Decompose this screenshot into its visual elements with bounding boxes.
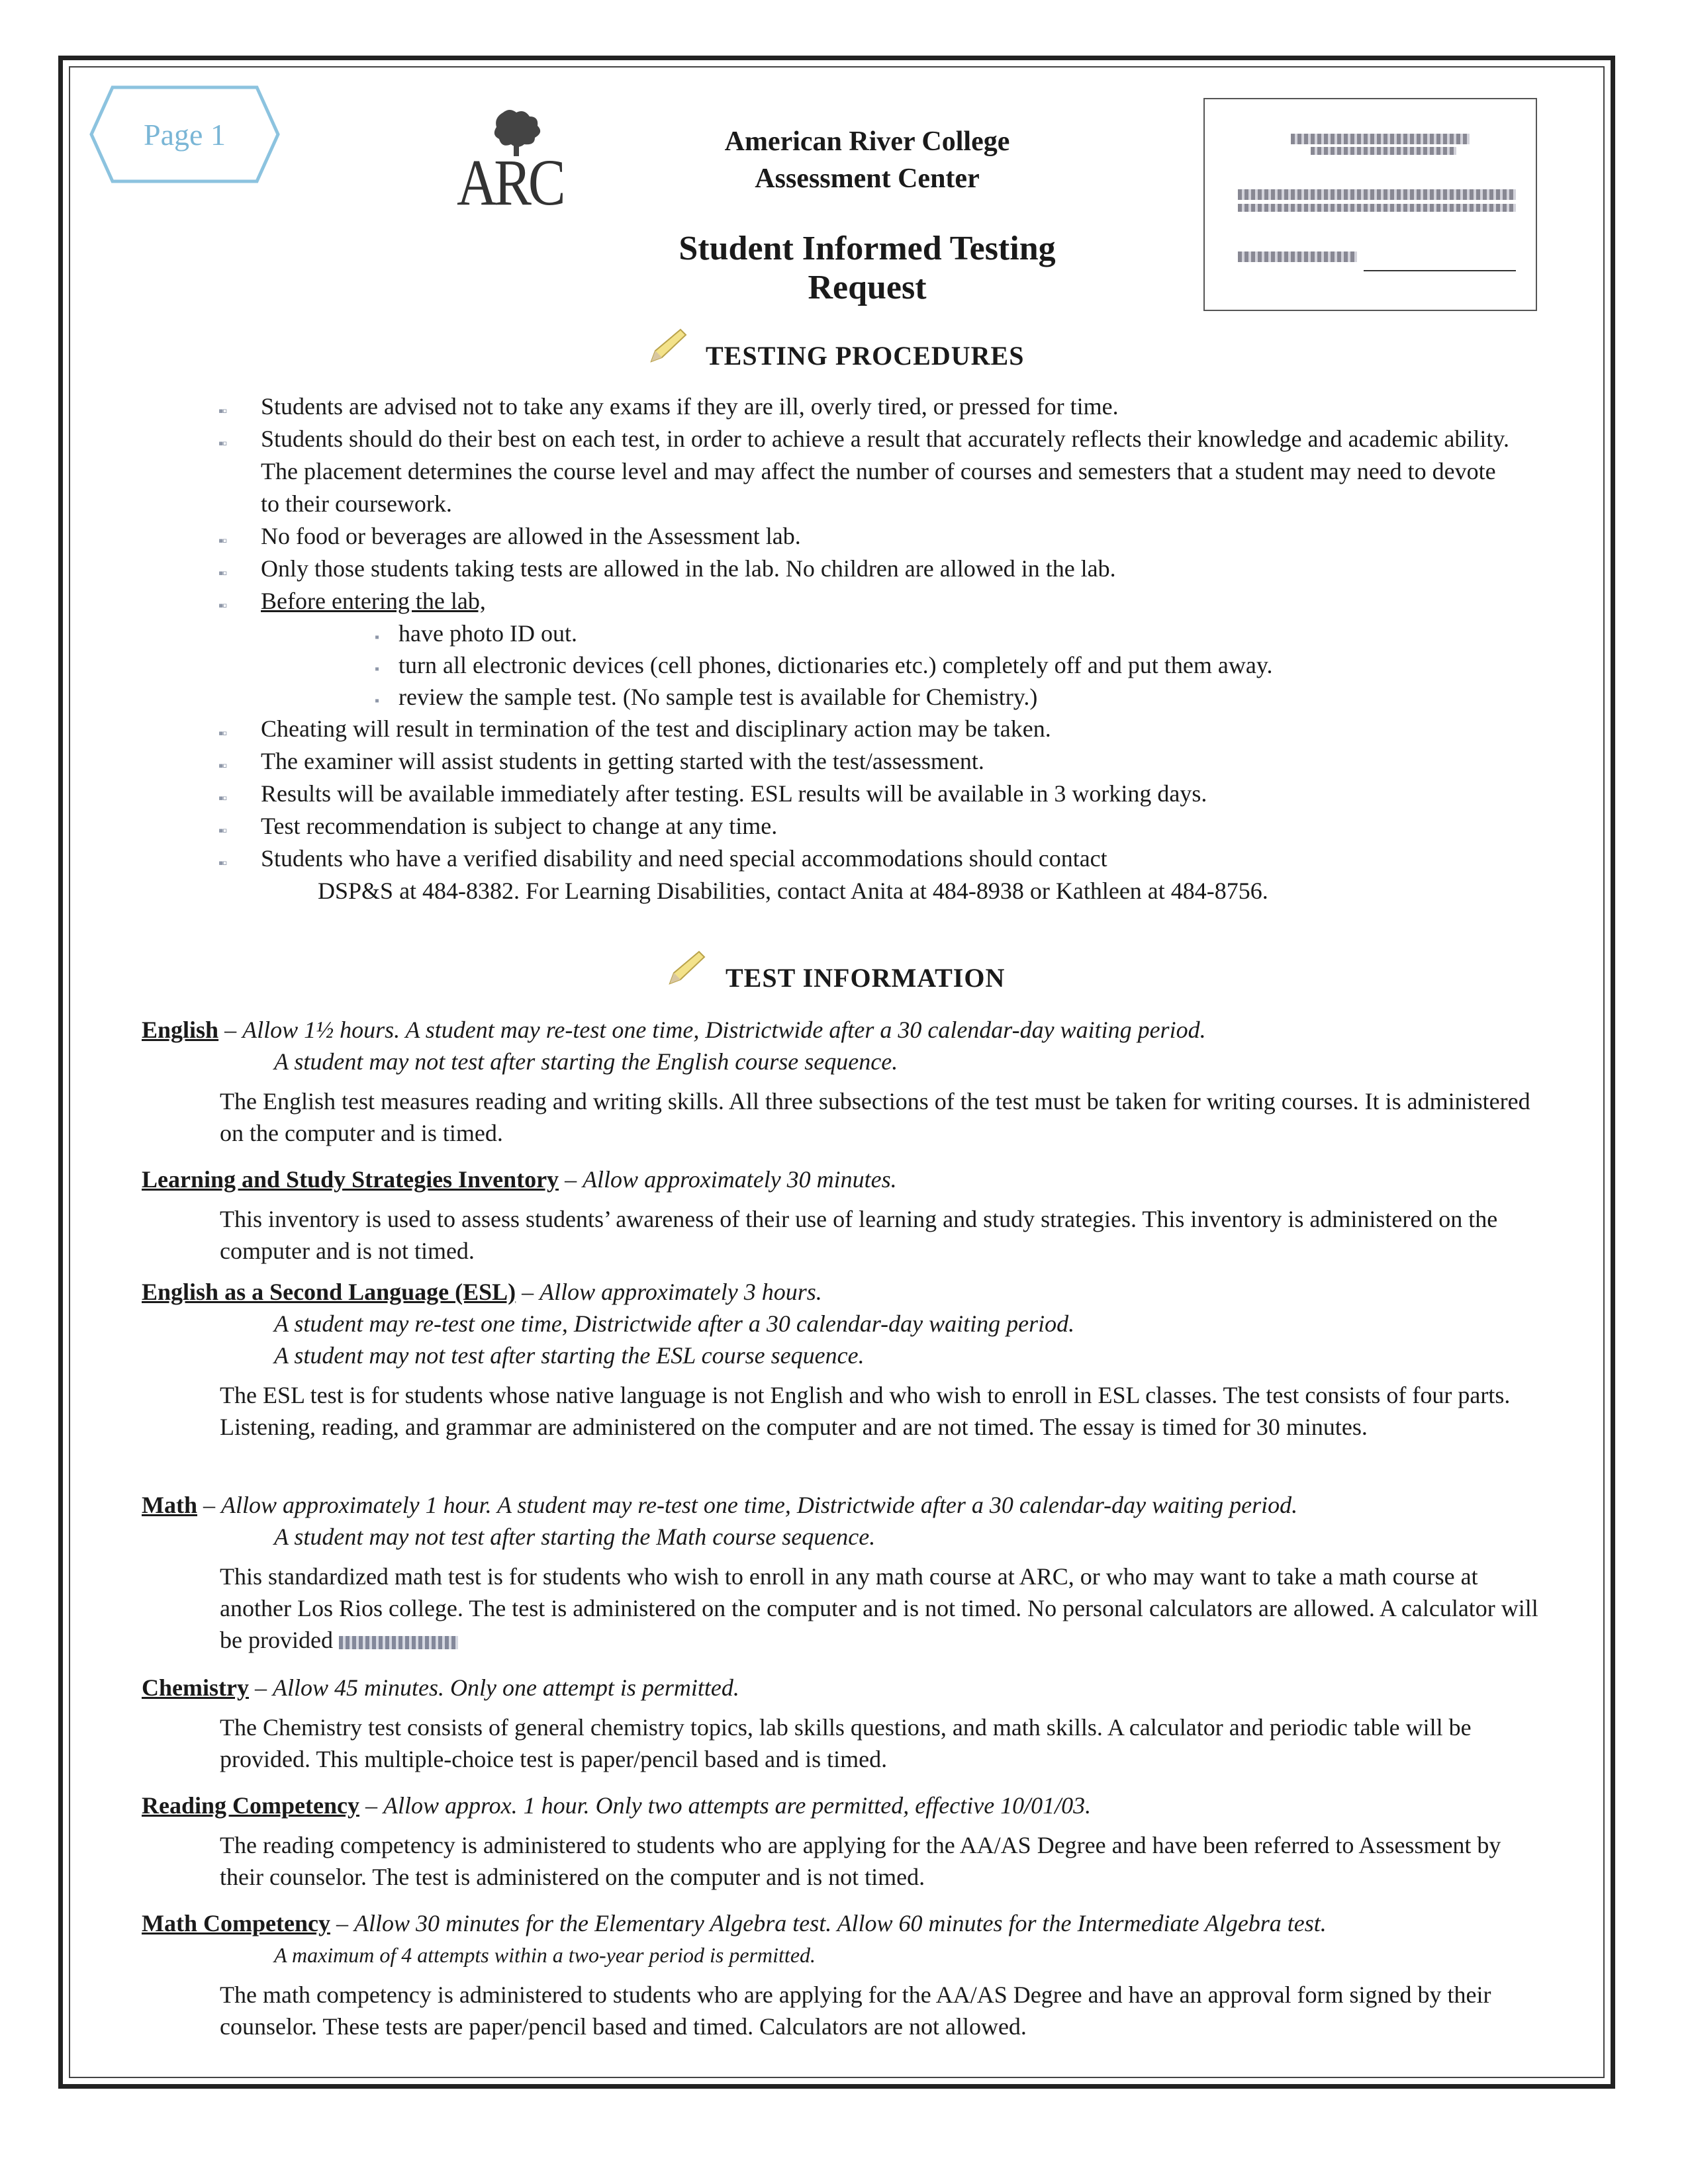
sub-list-item: ▪ turn all electronic devices (cell phones, dictionaries etc.) completely off and put them away. bbox=[218, 649, 1516, 681]
stamp-illegible-text bbox=[1238, 204, 1516, 212]
test-note: A student may not test after starting the English course sequence. bbox=[274, 1048, 898, 1075]
stamp-signature-line bbox=[1364, 270, 1516, 271]
page-title: Student Informed Testing Request bbox=[679, 230, 1056, 306]
sub-bullet-icon: ▪ bbox=[375, 694, 380, 708]
test-description: The English test measures reading and writing skills. All three subsections of the test must be taken for writing courses. It is administered on the computer and is timed. bbox=[220, 1088, 1530, 1146]
center-name: Assessment Center bbox=[755, 163, 980, 194]
test-math: Math – Allow approximately 1 hour. A student may re-test one time, Districtwide after a 30 calendar-day waiting period. A student may not test after starting the Math course sequence. This standardized math test is for students who wish to enroll in any math course at ARC, or who may want to take a math course at another Los Rios college. The test is administered on the computer and is not timed. No personal calculators are allowed. A calculator will be provided bbox=[142, 1489, 1545, 1656]
test-math-competency: Math Competency – Allow 30 minutes for the Elementary Algebra test. Allow 60 minutes for the Intermediate Algebra test. A maximum of 4 attempts within a two-year period is permitted. The math competency is administered to students who are applying for the AA/AS Degree and have an approval form signed by their counselor. These tests are paper/pencil based and timed. Calculators are not allowed. bbox=[142, 1907, 1545, 2042]
bullet-icon: ▪▫ bbox=[218, 822, 226, 839]
test-allowance: Allow approximately 1 hour. A student may re-test one time, Districtwide after a 30 calendar-day waiting period. bbox=[221, 1492, 1298, 1518]
test-description: The math competency is administered to students who are applying for the AA/AS Degree and have an approval form signed by their counselor. These tests are paper/pencil based and timed. Calculators are not allowed. bbox=[220, 1981, 1491, 2040]
test-description: The ESL test is for students whose native language is not English and who wish to enroll in ESL classes. The test consists of four parts. Listening, reading, and grammar are administered on the computer and are not timed. The essay is timed for 30 minutes. bbox=[220, 1382, 1511, 1440]
sub-bullet-icon: ▪ bbox=[375, 662, 380, 676]
college-name: American River College bbox=[724, 126, 1010, 157]
list-item: ▪▫ Students who have a verified disability and need special accommodations should contact bbox=[218, 842, 1516, 875]
test-name: Math bbox=[142, 1492, 197, 1518]
test-chemistry: Chemistry – Allow 45 minutes. Only one attempt is permitted. The Chemistry test consists of general chemistry topics, lab skills questions, and math skills. A calculator and periodic table will be provided. This multiple-choice test is paper/pencil based and is timed. bbox=[142, 1672, 1545, 1775]
test-allowance: Allow approximately 30 minutes. bbox=[583, 1166, 897, 1193]
stamp-illegible-text bbox=[1238, 189, 1516, 200]
illegible-text bbox=[339, 1636, 458, 1649]
sub-bullet-icon: ▪ bbox=[375, 630, 380, 645]
bullet-icon: ▪▫ bbox=[218, 757, 226, 774]
test-note: A student may re-test one time, Districtwide after a 30 calendar-day waiting period. bbox=[274, 1310, 1075, 1337]
bullet-icon: ▪▫ bbox=[218, 435, 226, 451]
test-note: A student may not test after starting the ESL course sequence. bbox=[274, 1342, 865, 1369]
sub-list-item: ▪ have photo ID out. bbox=[218, 617, 1516, 649]
office-stamp-box bbox=[1203, 98, 1537, 311]
list-item: ▪▫ The examiner will assist students in getting started with the test/assessment. bbox=[218, 745, 1516, 778]
page-tag bbox=[89, 85, 281, 184]
list-item: ▪▫ Before entering the lab, bbox=[218, 585, 1516, 617]
test-lassi: Learning and Study Strategies Inventory – Allow approximately 30 minutes. This inventory is used to assess students’ awareness of their use of learning and study strategies. This inventory is administered on the computer and is not timed. bbox=[142, 1163, 1545, 1267]
pencil-icon bbox=[646, 327, 688, 364]
test-allowance: Allow 30 minutes for the Elementary Algebra test. Allow 60 minutes for the Intermediate Algebra test. bbox=[353, 1910, 1327, 1936]
bullet-icon: ▪▫ bbox=[218, 532, 226, 549]
list-item: ▪▫ Only those students taking tests are allowed in the lab. No children are allowed in the lab. bbox=[218, 553, 1516, 585]
test-allowance: Allow 1½ hours. A student may re-test one time, Districtwide after a 30 calendar-day waiting period. bbox=[242, 1017, 1206, 1043]
test-allowance: Allow approx. 1 hour. Only two attempts are permitted, effective 10/01/03. bbox=[383, 1792, 1092, 1819]
test-reading-competency: Reading Competency – Allow approx. 1 hour. Only two attempts are permitted, effective 10/01/03. The reading competency is administered to students who are applying for the AA/AS Degree and have been referred to Assessment by their counselor. The test is administered on the computer and is not timed. bbox=[142, 1790, 1545, 1893]
bullet-icon: ▪▫ bbox=[218, 725, 226, 741]
stamp-illegible-text bbox=[1311, 147, 1456, 155]
arc-logo-text: ARC bbox=[457, 146, 563, 219]
procedures-heading: TESTING PROCEDURES bbox=[706, 341, 1025, 371]
test-allowance: Allow 45 minutes. Only one attempt is permitted. bbox=[272, 1674, 739, 1701]
test-note: A maximum of 4 attempts within a two-year period is permitted. bbox=[274, 1943, 816, 1967]
stamp-illegible-text bbox=[1238, 251, 1357, 262]
pencil-icon bbox=[665, 949, 707, 986]
list-item: ▪▫ No food or beverages are allowed in the Assessment lab. bbox=[218, 520, 1516, 553]
list-item: ▪▫ Students are advised not to take any exams if they are ill, overly tired, or pressed for time. bbox=[218, 390, 1516, 423]
test-esl: English as a Second Language (ESL) – Allow approximately 3 hours. A student may re-test one time, Districtwide after a 30 calendar-day waiting period. A student may not test after starting the ESL course sequence. The ESL test is for students whose native language is not English and who wish to enroll in ESL classes. The test consists of four parts. Listening, reading, and grammar are administered on the computer and are not timed. The essay is timed for 30 minutes. bbox=[142, 1276, 1545, 1443]
list-item: ▪▫ Test recommendation is subject to change at any time. bbox=[218, 810, 1516, 842]
test-allowance: Allow approximately 3 hours. bbox=[539, 1279, 822, 1305]
test-description: This standardized math test is for students who wish to enroll in any math course at ARC, or who may want to take a math course at another Los Rios college. The test is administered on the computer and is not timed. No personal calculators are allowed. A calculator will be provided bbox=[220, 1563, 1538, 1653]
sub-list-item: ▪ review the sample test. (No sample test is available for Chemistry.) bbox=[218, 681, 1516, 713]
page-tag-label: Page 1 bbox=[144, 117, 226, 152]
test-description: The Chemistry test consists of general chemistry topics, lab skills questions, and math skills. A calculator and periodic table will be provided. This multiple-choice test is paper/pencil based and is timed. bbox=[220, 1714, 1472, 1772]
test-name: Math Competency bbox=[142, 1910, 330, 1936]
bullet-icon: ▪▫ bbox=[218, 854, 226, 871]
list-item: ▪▫ Cheating will result in termination of the test and disciplinary action may be taken. bbox=[218, 713, 1516, 745]
bullet-icon: ▪▫ bbox=[218, 790, 226, 806]
test-information-heading: TEST INFORMATION bbox=[726, 963, 1006, 993]
list-item: ▪▫ Results will be available immediately after testing. ESL results will be available in 3 working days. bbox=[218, 778, 1516, 810]
bullet-icon: ▪▫ bbox=[218, 402, 226, 419]
test-name: English as a Second Language (ESL) bbox=[142, 1279, 516, 1305]
test-name: English bbox=[142, 1017, 219, 1043]
test-name: Reading Competency bbox=[142, 1792, 359, 1819]
bullet-icon: ▪▫ bbox=[218, 597, 226, 614]
test-name: Chemistry bbox=[142, 1674, 249, 1701]
test-description: This inventory is used to assess students’ awareness of their use of learning and study strategies. This inventory is administered on the computer and is not timed. bbox=[220, 1206, 1498, 1264]
list-item-continuation: DSP&S at 484-8382. For Learning Disabilities, contact Anita at 484-8938 or Kathleen at 484-8756. bbox=[318, 878, 1268, 904]
bullet-icon: ▪▫ bbox=[218, 565, 226, 581]
test-name: Learning and Study Strategies Inventory bbox=[142, 1166, 559, 1193]
stamp-illegible-text bbox=[1291, 134, 1470, 144]
before-entering-sublist bbox=[218, 617, 1516, 713]
test-english: English – Allow 1½ hours. A student may re-test one time, Districtwide after a 30 calendar-day waiting period. A student may not test after starting the English course sequence. The English test measures reading and writing skills. All three subsections of the test must be taken for writing courses. It is administered on the computer and is timed. bbox=[142, 1014, 1545, 1149]
test-description: The reading competency is administered to students who are applying for the AA/AS Degree and have been referred to Assessment by their counselor. The test is administered on the computer and is not timed. bbox=[220, 1832, 1501, 1890]
procedures-list bbox=[218, 390, 1516, 907]
list-item: ▪▫ Students should do their best on each test, in order to achieve a result that accurately reflects their knowledge and academic ability. The placement determines the course level and may affect the number of courses and semesters that a student may need to devote to their coursework. bbox=[218, 426, 1509, 517]
test-note: A student may not test after starting the Math course sequence. bbox=[274, 1524, 876, 1550]
